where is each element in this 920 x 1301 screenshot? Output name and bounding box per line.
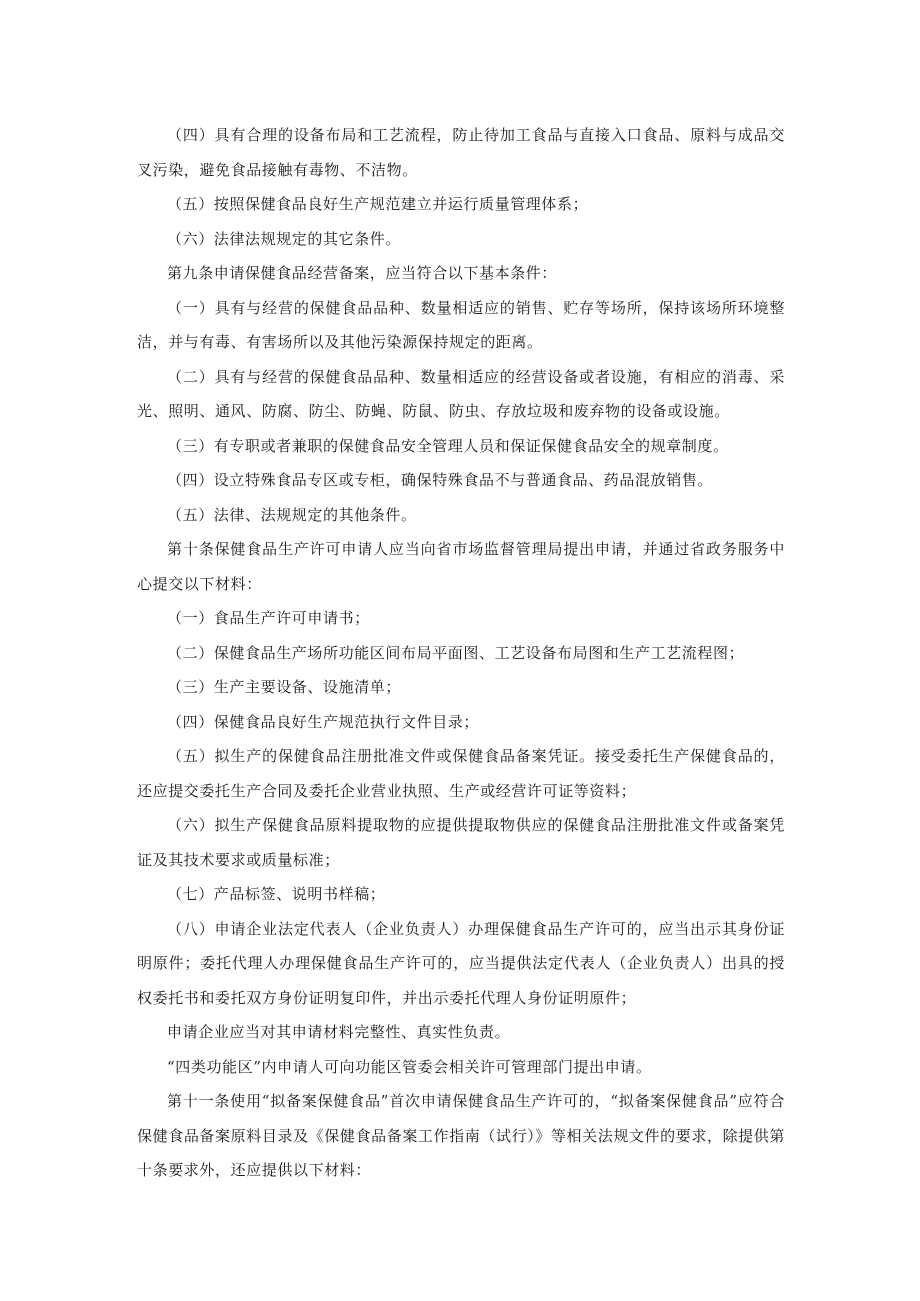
- paragraph: （三）有专职或者兼职的保健食品安全管理人员和保证保健食品安全的规章制度。: [167, 436, 729, 455]
- article-10-heading: 第十条保健食品生产许可申请人应当向省市场监督管理局提出申请，并通过省政务服务中心提交以下材料：: [137, 540, 785, 593]
- paragraph: （一）具有与经营的保健食品品种、数量相适应的销售、贮存等场所，保持该场所环境整洁，并与有毒、有害场所以及其他污染源保持规定的距离。: [137, 298, 785, 351]
- paragraph: （三）生产主要设备、设施清单；: [167, 678, 402, 696]
- paragraph: （四）设立特殊食品专区或专柜，确保特殊食品不与普通食品、药品混放销售。: [167, 471, 714, 489]
- article-11-heading: 第十一条使用“拟备案保健食品”首次申请保健食品生产许可的，“拟备案保健食品”应符合保健食品备案原料目录及《保健食品备案工作指南（试行）》等相关法规文件的要求，除提供第十条要求外，还应提供以下材料：: [137, 1092, 785, 1179]
- paragraph: （四）具有合理的设备布局和工艺流程，防止待加工食品与直接入口食品、原料与成品交叉污染，避免食品接触有毒物、不洁物。: [137, 126, 785, 179]
- paragraph: （六）法律法规规定的其它条件。: [167, 229, 402, 248]
- paragraph: （二）具有与经营的保健食品品种、数量相适应的经营设备或者设施，有相应的消毒、采光、照明、通风、防腐、防尘、防蝇、防鼠、防虫、存放垃圾和废弃物的设备或设施。: [137, 367, 785, 420]
- paragraph: 申请企业应当对其申请材料完整性、真实性负责。: [167, 1023, 511, 1041]
- paragraph: （五）法律、法规规定的其他条件。: [167, 505, 417, 524]
- article-9-heading: 第九条申请保健食品经营备案，应当符合以下基本条件：: [167, 264, 558, 282]
- paragraph: （五）按照保健食品良好生产规范建立并运行质量管理体系；: [167, 195, 589, 213]
- paragraph: （七）产品标签、说明书样稿；: [167, 885, 386, 903]
- paragraph: （五）拟生产的保健食品注册批准文件或保健食品备案凭证。接受委托生产保健食品的，还应提交委托生产合同及委托企业营业执照、生产或经营许可证等资料；: [137, 747, 785, 800]
- paragraph: （一）食品生产许可申请书；: [167, 609, 370, 627]
- document-body: [137, 118, 785, 1188]
- paragraph: （八）申请企业法定代表人（企业负责人）办理保健食品生产许可的，应当出示其身份证明原件；委托代理人办理保健食品生产许可的，应当提供法定代表人（企业负责人）出具的授权委托书和委托双方身份证明复印件，并出示委托代理人身份证明原件；: [137, 919, 785, 1007]
- paragraph: “四类功能区”内申请人可向功能区管委会相关许可管理部门提出申请。: [167, 1057, 652, 1076]
- paragraph: （六）拟生产保健食品原料提取物的应提供提取物供应的保健食品注册批准文件或备案凭证及其技术要求或质量标准；: [137, 816, 785, 869]
- paragraph: （四）保健食品良好生产规范执行文件目录；: [167, 712, 480, 731]
- paragraph: （二）保健食品生产场所功能区间布局平面图、工艺设备布局图和生产工艺流程图；: [167, 643, 745, 662]
